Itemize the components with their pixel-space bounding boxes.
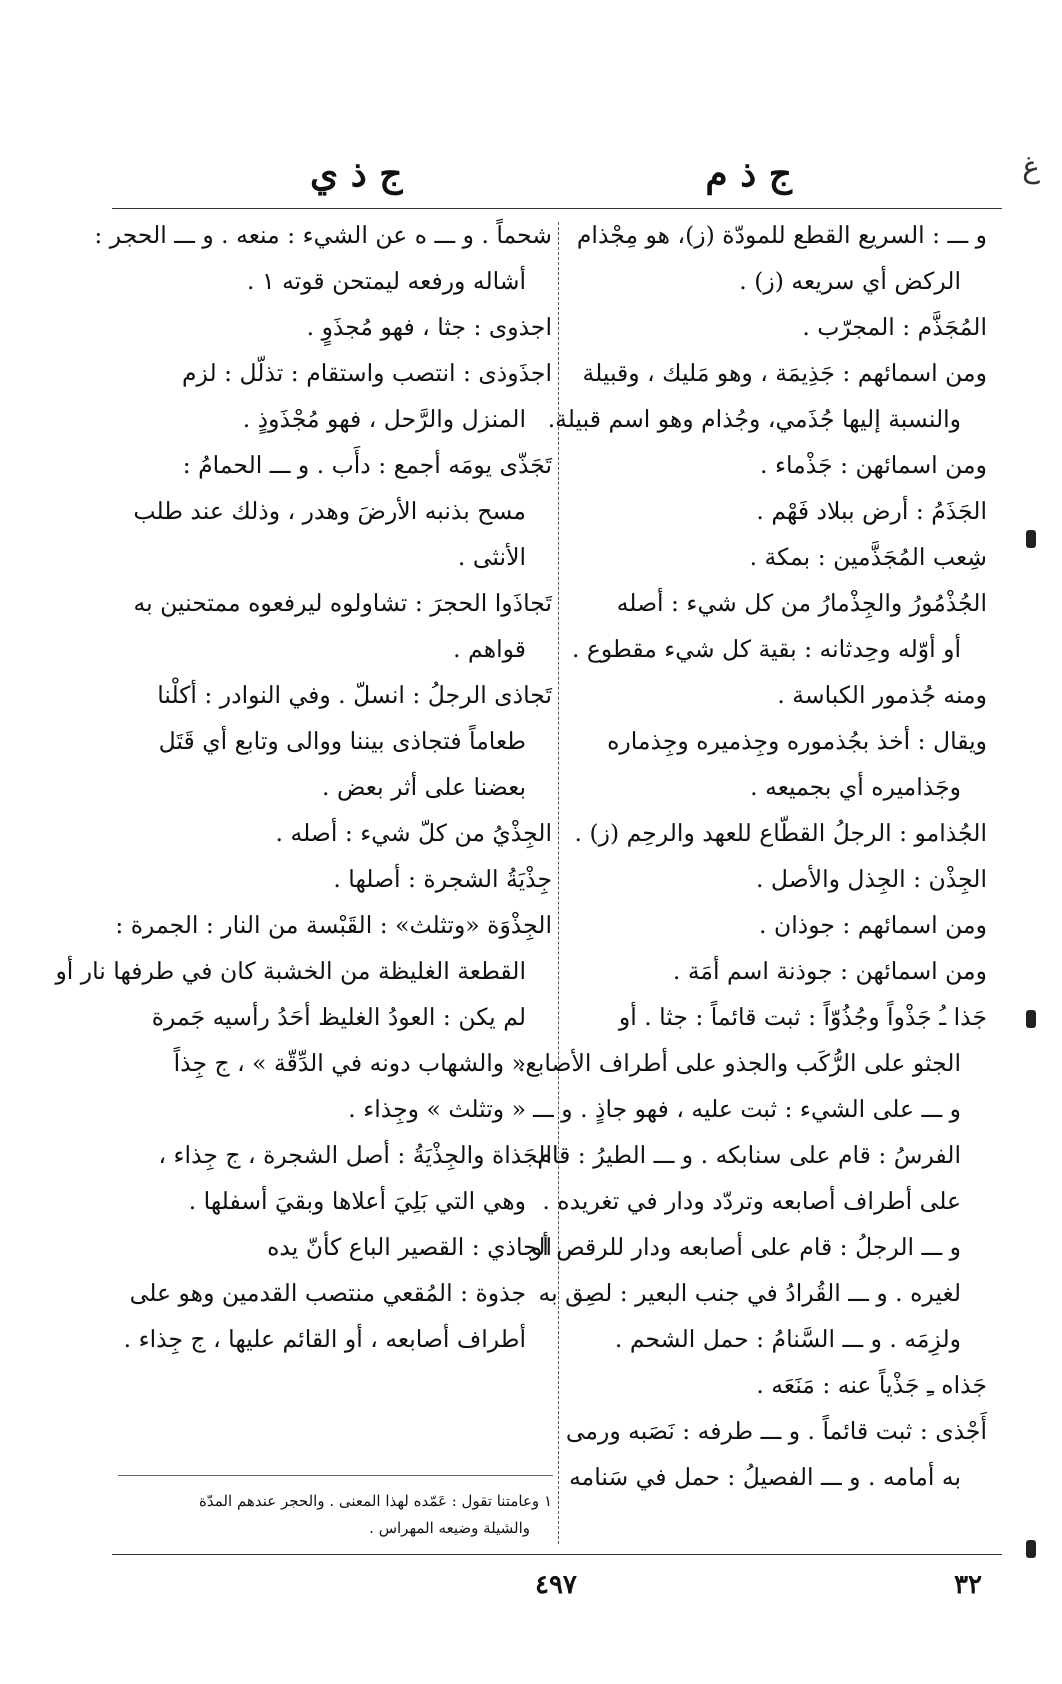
text-line: جَذاه ـِ جَذْياً عنه : مَنَعَه . xyxy=(756,1371,987,1399)
text-line: و ـــ على الشيء : ثبت عليه ، فهو جاذٍ . و ـــ xyxy=(533,1095,961,1123)
text-line: أطراف أصابعه ، أو القائم عليها ، ج جِذاء . xyxy=(123,1325,526,1353)
text-line: الجَذاة والجِذْيَةُ : أصل الشجرة ، ج جِذاء ، xyxy=(158,1141,552,1169)
footnote-line: ١ وعامتنا تقول : عَمّده لهذا المعنى . والحجر عندهم المدّة xyxy=(199,1492,552,1510)
footnote-line: والشيلة وضيعه المهراس . xyxy=(369,1519,530,1537)
text-line: تَجاذَوا الحجرَ : تشاولوه ليرفعوه ممتحنين به xyxy=(133,589,552,617)
text-line: الجِذْيُ من كلّ شيء : أصله . xyxy=(275,819,552,847)
text-line: ولزِمَه . و ـــ السَّنامُ : حمل الشحم . xyxy=(614,1325,961,1353)
right-column xyxy=(517,212,987,1500)
text-line: أَجْذى : ثبت قائماً . و ـــ طرفه : نَصَبه ورمى xyxy=(565,1417,987,1445)
text-line: الجثو على الرُّكَب والجذو على أطراف الأصابع. xyxy=(517,1049,961,1077)
text-line: الأنثى . xyxy=(457,543,526,571)
text-line: وجَذاميره أي بجميعه . xyxy=(750,773,961,801)
text-line: القطعة الغليظة من الخشبة كان في طرفها نار أو xyxy=(55,957,526,985)
page-edge-mark xyxy=(1026,1010,1036,1028)
text-line: الجِذْن : الجِذل والأصل . xyxy=(755,865,987,893)
text-line: الجُذْمُورُ والجِذْمارُ من كل شيء : أصله xyxy=(616,589,987,617)
page-edge-mark xyxy=(1026,1540,1036,1558)
text-line: أو أوّله وحِدثانه : بقية كل شيء مقطوع . xyxy=(571,635,961,663)
header-rule xyxy=(112,208,1002,209)
text-line: لغيره . و ـــ القُرادُ في جنب البعير : لصِق به xyxy=(538,1279,961,1307)
text-line: ومن اسمائهن : جوذنة اسم أمَة . xyxy=(672,957,987,985)
text-line: الفرسُ : قام على سنابكه . و ـــ الطيرُ : قام xyxy=(537,1141,961,1169)
text-line: ويقال : أخذ بجُذموره وجِذميره وجِذماره xyxy=(607,727,987,755)
text-line: ومنه جُذمور الكباسة . xyxy=(777,681,987,709)
text-line: تَجَذّى يومَه أجمع : دأَب . و ـــ الحمامُ : xyxy=(182,451,552,479)
text-line: على أطراف أصابعه وتردّد ودار في تغريده . xyxy=(542,1187,961,1215)
text-line: قواهم . xyxy=(453,635,526,663)
text-line: بعضنا على أثر بعض . xyxy=(322,773,526,801)
text-line: شحماً . و ـــ ه عن الشيء : منعه . و ـــ الحجر : xyxy=(94,221,552,249)
text-line: ومن اسمائهم : جوذان . xyxy=(759,911,987,939)
text-line: الجَذَمُ : أرض ببلاد فَهْم . xyxy=(756,497,987,525)
text-line: شِعب المُجَذَّمين : بمكة . xyxy=(749,543,987,571)
text-line: مسح بذنبه الأرضَ وهدر ، وذلك عند طلب xyxy=(133,497,526,525)
right-column-header: ج ذ م xyxy=(705,153,792,195)
text-line: أشاله ورفعه ليمتحن قوته ١ . xyxy=(247,267,526,295)
left-column xyxy=(55,212,552,1362)
bottom-rule xyxy=(112,1554,1002,1555)
text-line: و ـــ : السريع القطع للمودّة (ز)، هو مِجْذام xyxy=(576,221,987,249)
text-line: اجذوى : جثا ، فهو مُجذَوٍ . xyxy=(306,313,552,341)
text-line: « والشهاب دونه في الدِّقّة » ، ج جِذاً xyxy=(173,1049,526,1077)
text-line: اجذَوذى : انتصب واستقام : تذلّل : لزم xyxy=(181,359,552,387)
text-line: به أمامه . و ـــ الفصيلُ : حمل في سَنامه xyxy=(569,1463,961,1491)
text-line: جَذا ـُ جَذْواً وجُذُوّاً : ثبت قائماً : جثا . أو xyxy=(618,1003,987,1031)
footnote xyxy=(112,1488,552,1542)
text-line: الجِذْوَة «وتثلث» : القَبْسة من النار : الجمرة : xyxy=(115,911,552,939)
text-line: جِذْيَةُ الشجرة : أصلها . xyxy=(333,865,552,893)
text-line: « وتثلث » وجِذاء . xyxy=(348,1095,526,1123)
left-column-header: ج ذ ي xyxy=(310,153,403,195)
text-line: تَجاذى الرجلُ : انسلّ . وفي النوادر : أكلْنا xyxy=(157,681,552,709)
page-number: ٤٩٧ xyxy=(535,1570,577,1600)
text-line: والنسبة إليها جُذَمي، وجُذام وهو اسم قبيلة. xyxy=(547,405,961,433)
text-line: المُجَذَّم : المجرّب . xyxy=(802,313,987,341)
text-line: ومن اسمائهن : جَذْماء . xyxy=(760,451,987,479)
text-line: الجاذي : القصير الباع كأنّ يده xyxy=(267,1233,552,1261)
footnote-rule xyxy=(118,1475,553,1476)
text-line: الركض أي سريعه (ز) . xyxy=(739,267,961,295)
text-line: لم يكن : العودُ الغليظ أحَدُ رأسيه جَمرة xyxy=(151,1003,526,1031)
text-line: ومن اسمائهم : جَذِيمَة ، وهو مَليك ، وقبيلة xyxy=(582,359,987,387)
text-line: و ـــ الرجلُ : قام على أصابعه ودار للرقص أو xyxy=(530,1233,961,1261)
section-number: ٣٢ xyxy=(954,1570,982,1600)
text-line: جذوة : المُقعي منتصب القدمين وهو على xyxy=(129,1279,526,1307)
page-edge-mark xyxy=(1026,530,1036,548)
text-line: طعاماً فتجاذى بيننا ووالى وتابع أي قَتَل xyxy=(158,727,526,755)
page-edge-glyph: ﻍ xyxy=(1022,150,1040,185)
text-line: وهي التي بَلِيَ أعلاها وبقيَ أسفلها . xyxy=(188,1187,526,1215)
text-line: المنزل والرَّحل ، فهو مُجْذَوذٍ . xyxy=(242,405,526,433)
text-line: الجُذامو : الرجلُ القطّاع للعهد والرحِم (ز) . xyxy=(574,819,987,847)
